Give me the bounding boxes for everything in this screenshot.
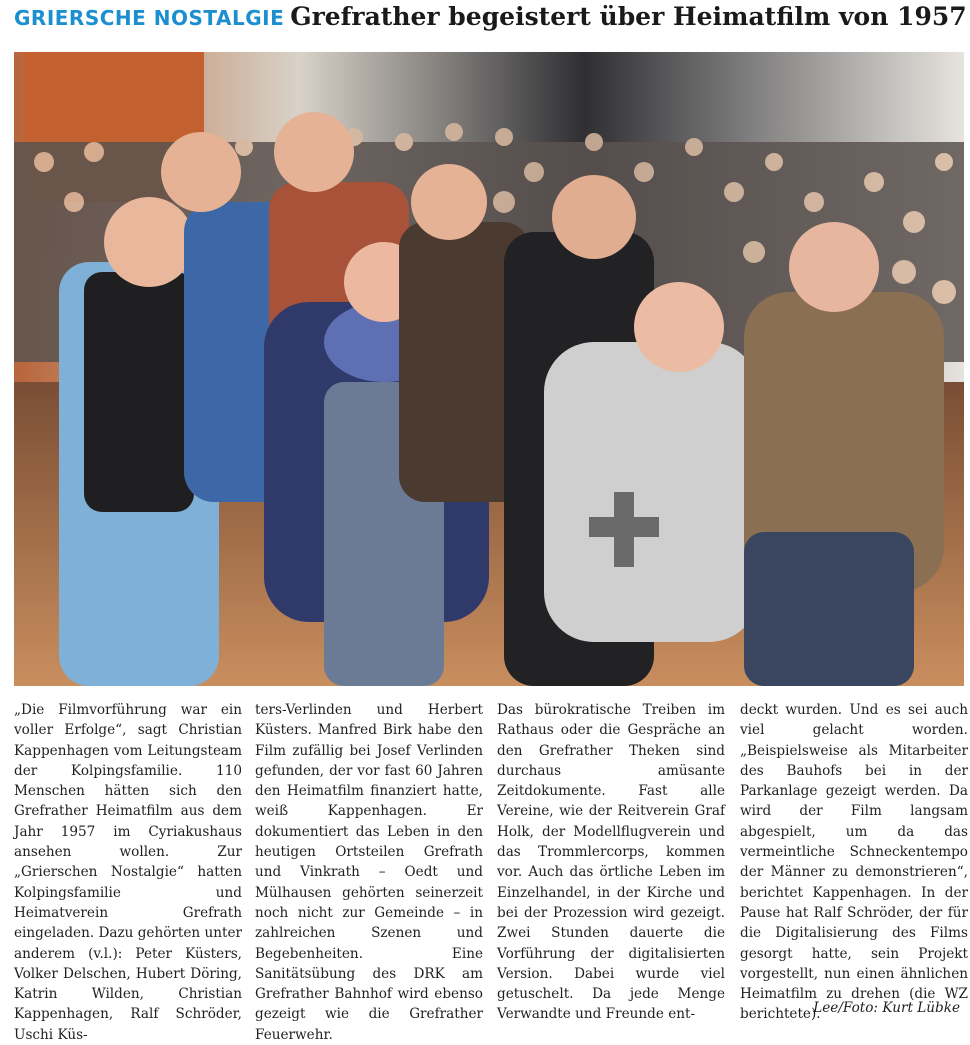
article-photo [14,52,964,686]
article-title: Grefrather begeistert über Heimatfilm von 1957 [290,2,967,31]
kicker: GRIERSCHE NOSTALGIE [14,6,285,30]
article-column-2: ters-Verlinden und Herbert Küsters. Manfred Birk habe den Film zufällig bei Josef Verlinden gefunden, der vor fast 60 Jahren den Heimatfilm finanziert hatte, weiß Kappenhagen. Er dokumentiert das Leben in den heutigen Ortsteilen Grefrath und Vinkrath – Oedt und Mülhausen gehörten seinerzeit noch nicht zur Gemeinde – in zahlreichen Szenen und Begebenheiten. Eine Sanitätsübung des DRK am Grefrather Bahnhof wird ebenso gezeigt wie die Grefrather Feuerwehr. [255,702,483,1043]
article-column-1: „Die Filmvorführung war ein voller Erfolge“, sagt Christian Kappenhagen vom Leitungsteam der Kolpingsfamilie. 110 Menschen hätten sich den Grefrather Heimatfilm aus dem Jahr 1957 im Cyriakushaus ansehen wollen. Zur „Grierschen Nostalgie“ hatten Kolpingsfamilie und Heimatverein Grefrath eingeladen. Dazu gehörten unter anderem (v.l.): Peter Küsters, Volker Delschen, Hubert Döring, Katrin Wilden, Christian Kappenhagen, Ralf Schröder, Uschi Küs- [14,702,243,1043]
headline [14,2,967,42]
photo-credit: Lee/Foto: Kurt Lübke [813,1000,960,1016]
article-column-3: Das bürokratische Treiben im Rathaus oder die Gespräche an den Grefrather Theken sind durchaus amüsante Zeitdokumente. Fast alle Vereine, wie der Reitverein Graf Holk, der Modellflugverein und das Trommlercorps, kommen vor. Auch das örtliche Leben im Einzelhandel, in der Kirche und bei der Prozession wird gezeigt. Zwei Stunden dauerte die Vorführung der digitalisierten Version. Dabei wurde viel getuschelt. Da jede Menge Verwandte und Freunde ent- [497,702,725,1023]
group-photo-illustration [14,52,964,686]
article-column-4: deckt wurden. Und es sei auch viel gelacht worden. „Beispielsweise als Mitarbeiter des Bauhofs bei in der Parkanlage gezeigt werden. Da wird der Film langsam abgespielt, um da das vermeintliche Schneckentempo der Männer zu demonstrieren“, berichtet Kappenhagen. In der Pause hat Ralf Schröder, der für die Digitalisierung des Films gesorgt hatte, sein Projekt vorgestellt, nun einen ähnlichen Heimatfilm zu drehen (die WZ berichtete). [740,702,968,1023]
